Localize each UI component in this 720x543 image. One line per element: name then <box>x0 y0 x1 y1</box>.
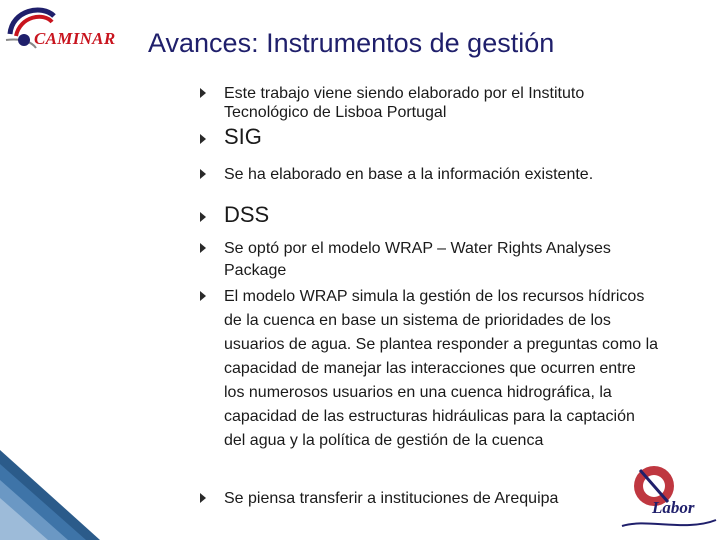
bullet-text-line: los numerosos usuarios en una cuenca hidrográfica, la <box>224 384 612 401</box>
bullet-arrow-icon <box>200 169 206 179</box>
bullet-arrow-icon <box>200 243 206 253</box>
bullet-text-line: capacidad de manejar las interacciones que ocurren entre <box>224 360 636 377</box>
bullet-text-line: SIG <box>224 124 262 149</box>
bullet-arrow-icon <box>200 291 206 301</box>
bullet-text-line: de la cuenca en base un sistema de prioridades de los <box>224 312 611 329</box>
bullet-text-line: usuarios de agua. Se plantea responder a preguntas como la <box>224 336 659 353</box>
bullet-text-line: Se ha elaborado en base a la información existente. <box>224 166 594 183</box>
bullet-text-line: capacidad de las estructuras hidráulicas para la captación <box>224 408 635 425</box>
bullet-text-line: DSS <box>224 202 270 227</box>
labor-text: Labor <box>652 498 695 517</box>
bullet-text-line: Tecnológico de Lisboa Portugal <box>224 104 447 121</box>
bullet-text-line: Se piensa transferir a instituciones de Arequipa <box>224 490 559 507</box>
bullet-text-line: Este trabajo viene siendo elaborado por el Instituto <box>224 85 585 102</box>
bullet-text-line: Se optó por el modelo WRAP – Water Rights Analyses <box>224 240 611 257</box>
page-title: Avances: Instrumentos de gestión <box>148 28 555 58</box>
caminar-logo <box>2 2 120 54</box>
bullet-arrow-icon <box>200 134 206 144</box>
bullet-arrow-icon <box>200 88 206 98</box>
bullet-text-line: Package <box>224 262 287 279</box>
bullet-text-line: El modelo WRAP simula la gestión de los recursos hídricos <box>224 288 645 305</box>
bullet-arrow-icon <box>200 493 206 503</box>
bullet-arrow-icon <box>200 212 206 222</box>
decorative-corner <box>0 450 100 540</box>
bullet-text-line: del agua y la política de gestión de la cuenca <box>224 432 544 449</box>
labor-logo <box>616 460 718 538</box>
logo-text: CAMINAR <box>34 29 116 48</box>
